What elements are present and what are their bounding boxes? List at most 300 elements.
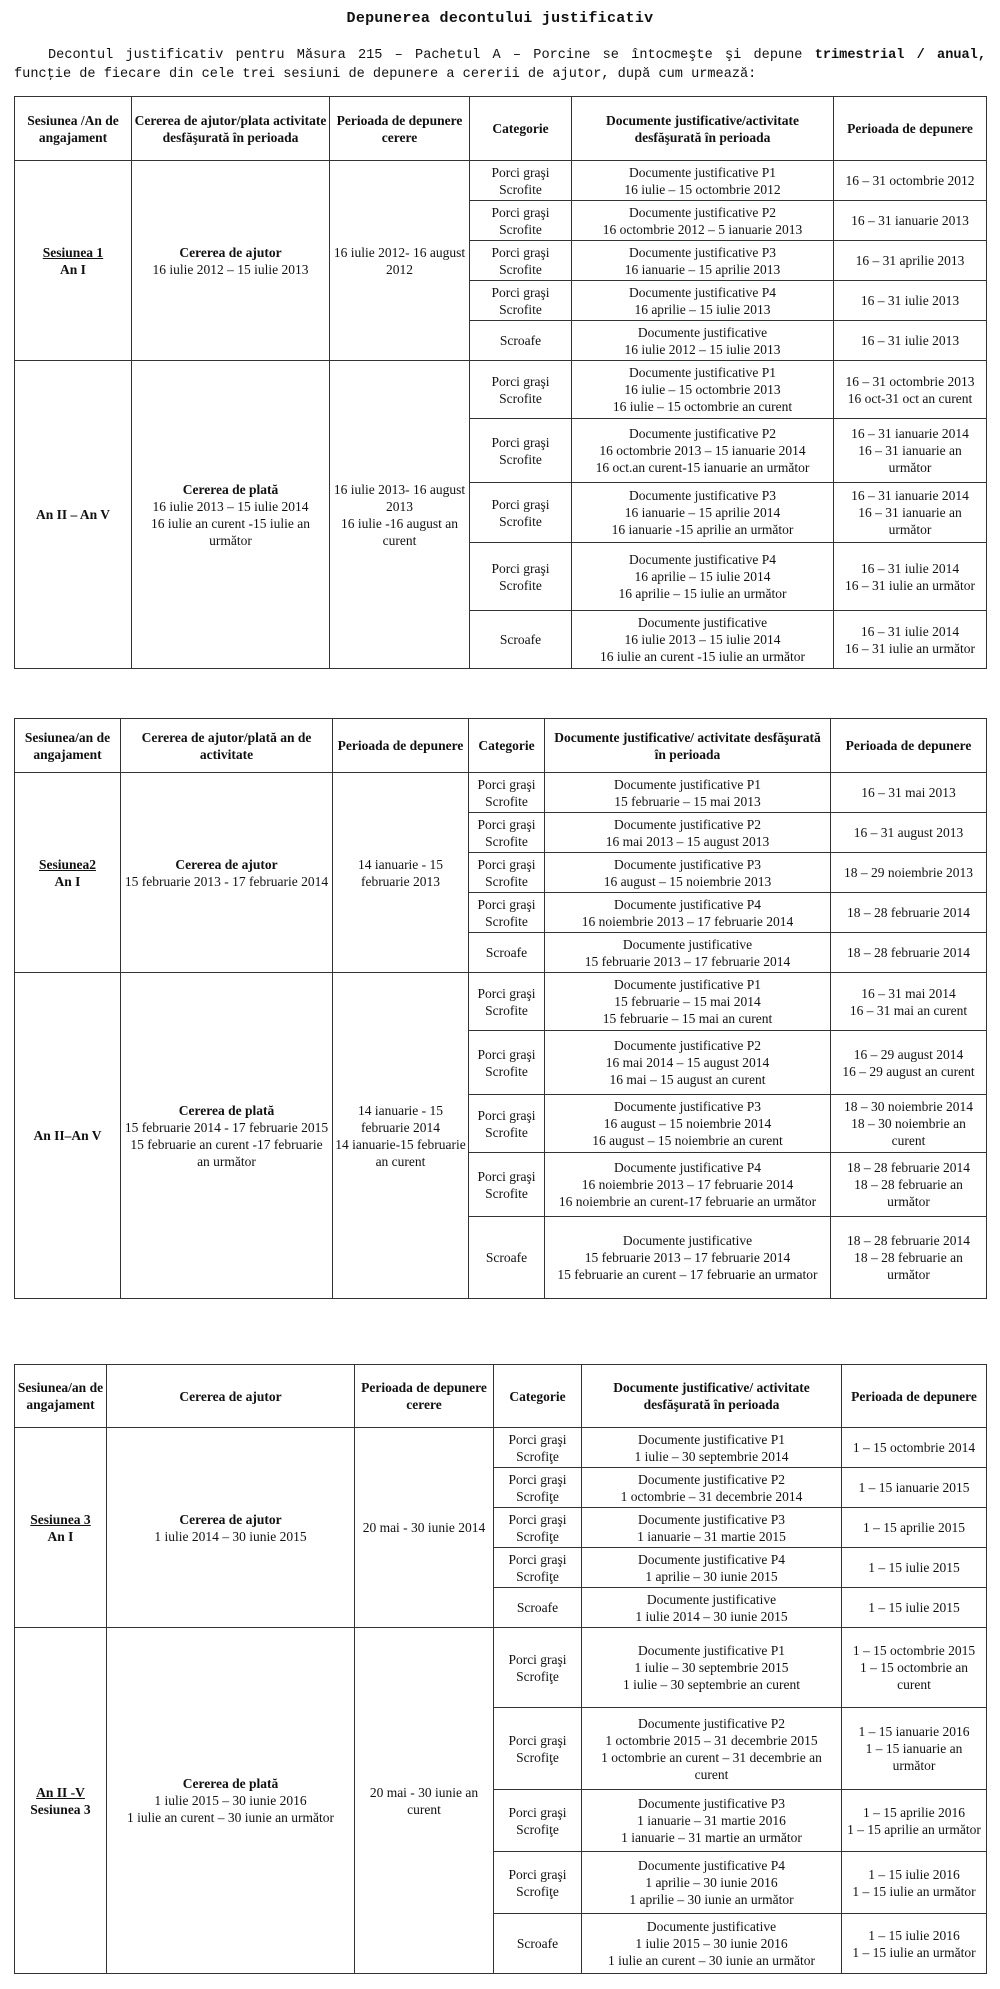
documents-cell <box>582 1468 842 1508</box>
deadline-cell <box>831 1031 987 1095</box>
category-cell <box>494 1548 582 1588</box>
deadline-line: 16 – 31 iulie an următor <box>844 640 976 656</box>
documents-line: 1 octombrie 2015 – 31 decembrie 2015 <box>605 1732 818 1748</box>
documents-line: Documente justificative P1 <box>614 776 761 792</box>
category-cell <box>469 1217 545 1299</box>
deadline-cell <box>834 201 987 241</box>
column-header: Documente justificative/ activitate desfăşurată în perioada <box>582 1365 842 1428</box>
deadline-line: 16 – 31 ianuarie 2014 <box>851 488 969 503</box>
documents-line: 16 iulie – 15 octombrie an curent <box>612 399 793 414</box>
deadline-cell <box>831 973 987 1031</box>
deadline-cell <box>834 281 987 321</box>
submission-period-cell <box>330 361 470 669</box>
deadline-cell <box>834 241 987 281</box>
deadline-line: 16 – 31 ianuarie an următor <box>858 443 962 475</box>
documents-line: 16 oct.an curent-15 ianuarie an următor <box>595 460 810 475</box>
documents-cell <box>582 1428 842 1468</box>
documents-cell <box>545 1095 831 1153</box>
column-header: Categorie <box>470 97 572 161</box>
documents-line: Documente justificative P1 <box>614 977 761 992</box>
category-line: Porci graşi <box>508 1551 567 1567</box>
table-row <box>15 773 987 813</box>
documents-cell <box>572 611 834 669</box>
documents-line: Documente justificative P2 <box>629 204 776 220</box>
documents-line: Documente justificative P1 <box>629 164 776 180</box>
documents-line: 15 februarie – 15 mai 2014 <box>614 994 761 1009</box>
category-line: Scrofite <box>485 793 528 809</box>
column-header: Sesiunea/an de angajament <box>15 1365 107 1428</box>
category-line: Porci graşi <box>491 560 550 576</box>
header-row <box>15 97 987 161</box>
category-cell <box>470 321 572 361</box>
category-line: Porci graşi <box>508 1866 567 1882</box>
category-cell <box>469 1095 545 1153</box>
documents-line: Documente justificative P2 <box>614 1038 761 1053</box>
deadline-cell <box>834 161 987 201</box>
page-title: Depunerea decontului justificativ <box>346 10 654 27</box>
documents-line: 16 august – 15 noiembrie 2013 <box>603 873 772 889</box>
category-line: Scroafe <box>485 945 528 960</box>
session-name: An II–An V <box>33 1128 102 1143</box>
category-line: Scrofite <box>499 513 542 529</box>
documents-line: 16 iulie 2013 – 15 iulie 2014 <box>624 632 781 647</box>
category-line: Scrofite <box>485 873 528 889</box>
documents-line: Documente justificative P4 <box>614 1160 761 1175</box>
session-year: An I <box>54 873 81 889</box>
request-title: Cererea de plată <box>182 481 279 497</box>
submission-period-cell <box>333 773 469 973</box>
schedule-table-session-2 <box>14 718 987 1299</box>
deadline-line: 16 – 31 august 2013 <box>853 825 964 840</box>
request-cell <box>132 161 330 361</box>
category-line: Porci graşi <box>477 896 536 912</box>
category-cell <box>469 773 545 813</box>
deadline-line: 1 – 15 ianuarie an următor <box>865 1741 963 1773</box>
category-line: Scrofiţe <box>516 1568 559 1584</box>
deadline-line: 16 – 31 iulie 2013 <box>860 293 960 308</box>
category-line: Scrofite <box>485 1002 528 1018</box>
documents-line: 1 iulie – 30 septembrie 2015 <box>634 1660 789 1675</box>
deadline-line: 16 – 31 mai 2014 <box>861 985 956 1001</box>
documents-line: 1 iulie 2015 – 30 iunie 2016 <box>635 1936 788 1951</box>
category-line: Porci graşi <box>477 856 536 872</box>
session-cell <box>15 1428 107 1628</box>
intro-text-start: Decontul justificativ pentru Măsura 215 – Pachetul A – Porcine se întocmeşte şi depune <box>48 48 815 63</box>
column-header: Categorie <box>469 719 545 773</box>
documents-line: 16 noiembrie an curent-17 februarie an următor <box>558 1194 817 1209</box>
documents-line: 16 iulie an curent -15 iulie an următor <box>599 649 806 664</box>
session-cell <box>15 361 132 669</box>
deadline-cell <box>842 1468 987 1508</box>
documents-cell <box>582 1852 842 1914</box>
column-header: Sesiunea/an de angajament <box>15 719 121 773</box>
documents-line: 1 ianuarie – 31 martie an următor <box>621 1830 802 1845</box>
documents-line: 1 octombrie an curent – 31 decembrie an curent <box>601 1749 822 1782</box>
deadline-line: 16 – 31 octombrie 2012 <box>845 173 975 188</box>
intro-paragraph <box>14 46 986 84</box>
deadline-cell <box>831 933 987 973</box>
deadline-line: 18 – 29 noiembrie 2013 <box>844 865 973 880</box>
deadline-line: 1 – 15 aprilie an următor <box>847 1821 981 1837</box>
session-cell <box>15 161 132 361</box>
column-header: Perioada de depunere cerere <box>330 97 470 161</box>
session-name: An II -V <box>36 1784 85 1800</box>
documents-cell <box>582 1508 842 1548</box>
documents-line: 1 iulie – 30 septembrie an curent <box>623 1677 800 1692</box>
deadline-line: 18 – 28 februarie 2014 <box>847 1160 970 1175</box>
deadline-cell <box>834 483 987 543</box>
category-line: Porci graşi <box>491 496 550 512</box>
column-header: Documente justificative/ activitate desfăşurată în perioada <box>545 719 831 773</box>
deadline-line: 18 – 28 februarie 2014 <box>847 1233 970 1248</box>
documents-line: Documente justificative P4 <box>638 1551 785 1567</box>
category-line: Scrofiţe <box>516 1821 559 1837</box>
documents-line: 16 mai 2014 – 15 august 2014 <box>605 1055 770 1070</box>
documents-cell <box>572 543 834 611</box>
category-cell <box>494 1628 582 1708</box>
request-period-line: 16 iulie 2013 – 15 iulie 2014 <box>152 498 309 514</box>
documents-cell <box>545 853 831 893</box>
column-header: Cererea de ajutor/plată an de activitate <box>121 719 333 773</box>
category-line: Scrofiţe <box>516 1528 559 1544</box>
request-period-line: 16 iulie 2012 – 15 iulie 2013 <box>152 261 309 277</box>
deadline-cell <box>831 893 987 933</box>
documents-line: 15 februarie 2013 – 17 februarie 2014 <box>584 953 791 969</box>
category-line: Scroafe <box>485 1250 528 1265</box>
table-row <box>15 1628 987 1708</box>
deadline-cell <box>831 853 987 893</box>
deadline-line: 16 – 31 octombrie 2013 <box>845 373 975 389</box>
category-cell <box>494 1852 582 1914</box>
category-line: Porci graşi <box>491 284 550 300</box>
category-line: Scrofite <box>485 913 528 929</box>
category-line: Porci graşi <box>491 204 550 220</box>
documents-cell <box>582 1628 842 1708</box>
deadline-line: 16 – 31 iulie 2014 <box>860 560 960 576</box>
deadline-cell <box>831 773 987 813</box>
category-line: Scrofite <box>485 1124 528 1140</box>
category-line: Porci graşi <box>508 1511 567 1527</box>
column-header: Categorie <box>494 1365 582 1428</box>
category-cell <box>469 973 545 1031</box>
documents-line: 16 iulie – 15 octombrie 2012 <box>624 181 781 197</box>
documents-cell <box>572 281 834 321</box>
category-cell <box>469 813 545 853</box>
request-title: Cererea de ajutor <box>175 856 278 872</box>
documents-line: Documente justificative <box>622 936 753 952</box>
documents-line: 16 ianuarie -15 aprilie an următor <box>611 522 794 537</box>
category-cell <box>469 933 545 973</box>
request-title: Cererea de ajutor <box>179 244 282 260</box>
category-line: Porci graşi <box>477 816 536 832</box>
submission-period-line: 14 ianuarie - 15 februarie 2014 <box>357 1102 444 1135</box>
documents-line: 16 octombrie 2012 – 5 ianuarie 2013 <box>602 221 803 237</box>
category-line: Porci graşi <box>491 434 550 450</box>
table-row <box>15 361 987 419</box>
category-cell <box>494 1790 582 1852</box>
submission-period-line: 16 iulie -16 august an curent <box>341 515 458 548</box>
category-line: Scrofite <box>499 221 542 237</box>
deadline-line: 16 – 29 august an curent <box>842 1063 975 1079</box>
documents-line: 16 noiembrie 2013 – 17 februarie 2014 <box>581 913 794 929</box>
documents-line: 16 iulie 2012 – 15 iulie 2013 <box>624 341 781 357</box>
category-cell <box>469 1153 545 1217</box>
documents-line: 1 ianuarie – 31 martie 2015 <box>637 1528 786 1544</box>
documents-line: 1 ianuarie – 31 martie 2016 <box>637 1813 786 1828</box>
category-line: Porci graşi <box>508 1804 567 1820</box>
documents-cell <box>572 419 834 483</box>
category-cell <box>494 1508 582 1548</box>
column-header: Documente justificative/activitate desfăşurată în perioada <box>572 97 834 161</box>
deadline-line: 1 – 15 iulie 2015 <box>868 1600 960 1615</box>
documents-line: 1 iulie – 30 septembrie 2014 <box>634 1448 789 1464</box>
documents-cell <box>545 973 831 1031</box>
category-cell <box>494 1428 582 1468</box>
documents-line: Documente justificative <box>622 1233 753 1248</box>
deadline-cell <box>834 321 987 361</box>
documents-line: 15 februarie – 15 mai an curent <box>602 1011 773 1026</box>
deadline-line: 1 – 15 iulie 2015 <box>868 1560 960 1575</box>
documents-cell <box>545 813 831 853</box>
deadline-line: 1 – 15 iulie an următor <box>852 1944 976 1960</box>
request-period-line: 15 februarie 2014 - 17 februarie 2015 <box>124 1119 329 1135</box>
deadline-line: 18 – 28 februarie an următor <box>854 1177 963 1209</box>
documents-line: Documente justificative <box>637 324 768 340</box>
deadline-line: 1 – 15 iulie 2016 <box>868 1866 960 1882</box>
request-period-line: 16 iulie an curent -15 iulie an următor <box>151 515 310 548</box>
request-cell <box>121 773 333 973</box>
documents-cell <box>572 483 834 543</box>
category-cell <box>470 611 572 669</box>
deadline-cell <box>831 1095 987 1153</box>
documents-line: 1 aprilie – 30 iunie 2016 <box>645 1875 778 1890</box>
category-cell <box>494 1914 582 1974</box>
documents-line: 1 iulie an curent – 30 iunie an următor <box>608 1953 815 1968</box>
category-line: Porci graşi <box>491 244 550 260</box>
documents-line: Documente justificative <box>646 1591 777 1607</box>
deadline-line: 1 – 15 aprilie 2015 <box>863 1520 965 1535</box>
deadline-cell <box>834 419 987 483</box>
category-cell <box>470 161 572 201</box>
category-line: Scrofite <box>485 1063 528 1079</box>
intro-text-end: funcţie de fiecare din cele trei sesiuni de depunere a cererii de ajutor, după cum urmează: <box>14 67 757 82</box>
documents-cell <box>582 1914 842 1974</box>
request-period-line: 1 iulie an curent – 30 iunie an următor <box>127 1810 334 1825</box>
category-line: Porci graşi <box>508 1431 567 1447</box>
session-year: An I <box>60 261 86 277</box>
request-title: Cererea de plată <box>182 1776 279 1791</box>
deadline-line: 16 oct-31 oct an curent <box>847 390 973 406</box>
documents-line: Documente justificative P1 <box>629 365 776 380</box>
documents-cell <box>572 361 834 419</box>
documents-line: Documente justificative P3 <box>638 1511 785 1527</box>
request-period-line: 1 iulie 2015 – 30 iunie 2016 <box>154 1793 307 1808</box>
documents-line: 16 august – 15 noiembrie an curent <box>592 1133 783 1148</box>
session-cell <box>15 773 121 973</box>
category-line: Porci graşi <box>477 1046 536 1062</box>
category-line: Scrofiţe <box>516 1668 559 1684</box>
documents-line: 16 iulie – 15 octombrie 2013 <box>624 382 781 397</box>
table-row <box>15 973 987 1031</box>
documents-line: 16 aprilie – 15 iulie an următor <box>618 586 787 601</box>
documents-cell <box>582 1790 842 1852</box>
category-cell <box>470 361 572 419</box>
category-line: Scroafe <box>499 333 542 348</box>
documents-line: 1 aprilie – 30 iunie 2015 <box>645 1568 778 1584</box>
deadline-line: 18 – 28 februarie 2014 <box>847 945 970 960</box>
documents-line: Documente justificative P1 <box>638 1643 785 1658</box>
documents-line: 15 februarie an curent – 17 februarie an urmator <box>557 1267 818 1282</box>
category-cell <box>469 853 545 893</box>
documents-line: 16 octombrie 2013 – 15 ianuarie 2014 <box>599 443 806 458</box>
deadline-line: 1 – 15 aprilie 2016 <box>863 1804 965 1820</box>
category-cell <box>470 543 572 611</box>
column-header: Perioada de depunere <box>834 97 987 161</box>
submission-period-cell <box>333 973 469 1299</box>
category-line: Scrofiţe <box>516 1883 559 1899</box>
deadline-cell <box>842 1628 987 1708</box>
documents-cell <box>545 773 831 813</box>
documents-line: Documente justificative <box>646 1919 777 1934</box>
deadline-line: 16 – 29 august 2014 <box>853 1046 964 1062</box>
table-row <box>15 161 987 201</box>
request-cell <box>121 973 333 1299</box>
column-header: Cererea de ajutor/plata activitate desfăşurată în perioada <box>132 97 330 161</box>
category-line: Porci graşi <box>491 373 550 389</box>
request-cell <box>132 361 330 669</box>
category-line: Scrofite <box>499 301 542 317</box>
session-year: An I <box>47 1528 74 1544</box>
request-cell <box>107 1428 355 1628</box>
submission-period-cell <box>330 161 470 361</box>
column-header: Perioada de depunere <box>831 719 987 773</box>
documents-cell <box>572 321 834 361</box>
documents-line: Documente justificative P2 <box>614 816 761 832</box>
documents-cell <box>545 1031 831 1095</box>
submission-period-line: 14 ianuarie - 15 februarie 2013 <box>357 856 444 889</box>
column-header: Sesiunea /An de angajament <box>15 97 132 161</box>
column-header: Perioada de depunere cerere <box>355 1365 494 1428</box>
column-header: Cererea de ajutor <box>107 1365 355 1428</box>
documents-cell <box>582 1548 842 1588</box>
documents-cell <box>545 1217 831 1299</box>
deadline-cell <box>834 361 987 419</box>
category-line: Porci graşi <box>508 1471 567 1487</box>
documents-line: 1 octombrie – 31 decembrie 2014 <box>620 1488 803 1504</box>
documents-line: Documente justificative P1 <box>638 1431 785 1447</box>
documents-line: Documente justificative P4 <box>629 284 776 300</box>
category-line: Scroafe <box>516 1600 559 1615</box>
deadline-line: 16 – 31 iulie 2013 <box>860 333 960 348</box>
session-name: An II – An V <box>35 507 111 522</box>
documents-line: 15 februarie – 15 mai 2013 <box>614 793 761 809</box>
deadline-line: 16 – 31 ianuarie 2014 <box>851 426 969 441</box>
category-line: Porci graşi <box>491 164 550 180</box>
documents-line: 16 august – 15 noiembrie 2014 <box>603 1116 772 1131</box>
header-row <box>15 1365 987 1428</box>
documents-line: 16 noiembrie 2013 – 17 februarie 2014 <box>581 1177 794 1192</box>
category-cell <box>494 1468 582 1508</box>
submission-period-line: 16 iulie 2013- 16 august 2013 <box>333 481 466 514</box>
deadline-line: 16 – 31 ianuarie an următor <box>858 505 962 537</box>
documents-line: Documente justificative P3 <box>614 1099 761 1114</box>
header-row <box>15 719 987 773</box>
submission-period-cell <box>355 1628 494 1974</box>
deadline-line: 18 – 28 februarie 2014 <box>847 905 970 920</box>
deadline-cell <box>842 1708 987 1790</box>
request-title: Cererea de ajutor <box>179 1511 282 1527</box>
documents-line: Documente justificative P4 <box>629 552 776 567</box>
deadline-cell <box>831 1217 987 1299</box>
documents-line: Documente justificative P2 <box>629 426 776 441</box>
deadline-line: 16 – 31 iulie an următor <box>844 577 976 593</box>
table-row <box>15 1428 987 1468</box>
request-period-line: 15 februarie 2013 - 17 februarie 2014 <box>124 873 329 889</box>
column-header: Perioada de depunere <box>333 719 469 773</box>
session-name: Sesiunea2 <box>38 856 96 872</box>
deadline-line: 1 – 15 octombrie an curent <box>860 1660 968 1692</box>
category-cell <box>494 1588 582 1628</box>
category-cell <box>470 201 572 241</box>
session-cell <box>15 973 121 1299</box>
deadline-line: 18 – 30 noiembrie 2014 <box>844 1099 973 1114</box>
intro-emphasis: trimestrial / anual, <box>814 48 986 63</box>
category-line: Scrofite <box>499 261 542 277</box>
deadline-line: 1 – 15 ianuarie 2015 <box>858 1480 970 1495</box>
request-period-line: 1 iulie 2014 – 30 iunie 2015 <box>154 1528 307 1544</box>
deadline-line: 1 – 15 iulie 2016 <box>868 1927 960 1943</box>
documents-cell <box>545 1153 831 1217</box>
documents-cell <box>582 1708 842 1790</box>
category-cell <box>469 1031 545 1095</box>
category-line: Porci graşi <box>508 1732 567 1748</box>
category-line: Scrofite <box>499 390 542 406</box>
category-line: Scrofiţe <box>516 1749 559 1765</box>
documents-line: Documente justificative <box>637 615 768 630</box>
category-line: Scrofite <box>499 451 542 467</box>
deadline-line: 1 – 15 octombrie 2015 <box>852 1643 976 1658</box>
session-year: Sesiunea 3 <box>30 1801 91 1817</box>
deadline-cell <box>842 1852 987 1914</box>
deadline-cell <box>842 1588 987 1628</box>
deadline-line: 1 – 15 ianuarie 2016 <box>858 1724 970 1739</box>
documents-line: 16 aprilie – 15 iulie 2013 <box>634 301 771 317</box>
session-name: Sesiunea 3 <box>30 1511 91 1527</box>
submission-period-line: 14 ianuarie-15 februarie an curent <box>335 1136 466 1169</box>
documents-line: 16 mai 2013 – 15 august 2013 <box>605 833 770 849</box>
documents-cell <box>582 1588 842 1628</box>
category-cell <box>494 1708 582 1790</box>
deadline-cell <box>842 1548 987 1588</box>
deadline-cell <box>842 1914 987 1974</box>
documents-line: 1 aprilie – 30 iunie an următor <box>629 1892 794 1907</box>
documents-line: Documente justificative P3 <box>629 244 776 260</box>
category-line: Scroafe <box>516 1936 559 1951</box>
deadline-cell <box>842 1428 987 1468</box>
documents-line: 16 mai – 15 august an curent <box>609 1072 766 1087</box>
deadline-cell <box>831 1153 987 1217</box>
category-line: Porci graşi <box>508 1651 567 1667</box>
documents-cell <box>572 241 834 281</box>
submission-period-line: 20 mai - 30 iunie 2014 <box>362 1520 486 1535</box>
documents-line: Documente justificative P3 <box>614 856 761 872</box>
session-cell <box>15 1628 107 1974</box>
deadline-cell <box>834 543 987 611</box>
category-line: Porci graşi <box>477 776 536 792</box>
request-cell <box>107 1628 355 1974</box>
submission-period-cell <box>355 1428 494 1628</box>
documents-cell <box>545 933 831 973</box>
